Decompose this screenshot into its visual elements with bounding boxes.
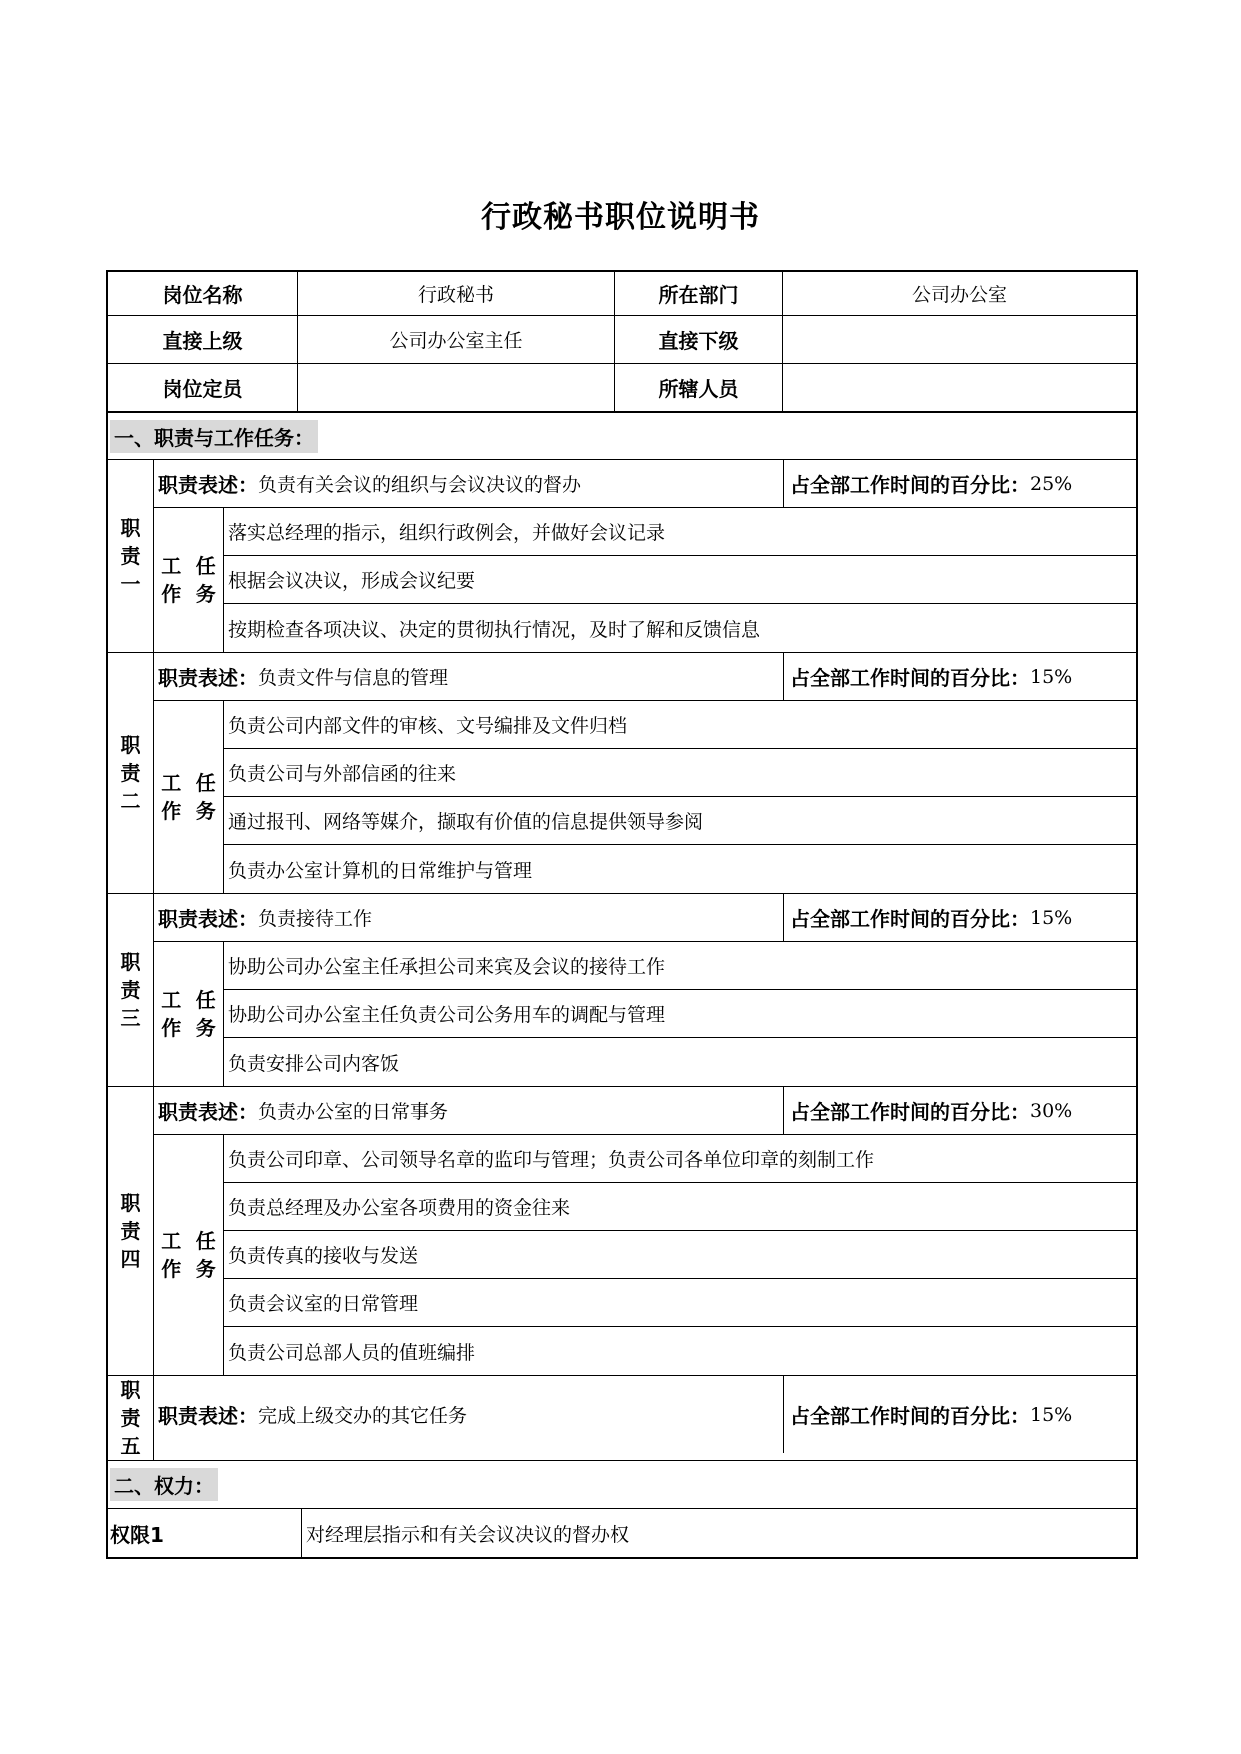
position-name-label: 岗位名称 — [108, 272, 298, 315]
duty-description — [154, 894, 784, 941]
staff-value — [783, 364, 1136, 411]
duty-label-char: 二 — [120, 789, 141, 813]
staff-label: 所辖人员 — [615, 364, 783, 411]
section-authority-title: 二、权力： — [110, 1468, 218, 1501]
authority-label: 权限1 — [108, 1509, 302, 1557]
percentage-value: 15% — [1030, 906, 1073, 929]
department-label: 所在部门 — [615, 272, 783, 315]
department-value: 公司办公室 — [911, 284, 1007, 306]
authority-container — [108, 1509, 1136, 1557]
duty-label-char: 职 — [120, 1378, 141, 1402]
duty-label-char: 责 — [120, 1219, 141, 1243]
duty-label — [108, 894, 154, 1086]
task-item: 负责传真的接收与发送 — [224, 1231, 1136, 1279]
time-percentage — [784, 1087, 1136, 1134]
task-label-line: 任务 — [195, 988, 216, 1040]
task-label — [154, 701, 224, 893]
duty-description — [154, 1087, 784, 1134]
task-item: 负责公司内部文件的审核、文号编排及文件归档 — [224, 701, 1136, 749]
time-percentage — [784, 460, 1136, 507]
info-row — [108, 364, 1136, 412]
task-area — [154, 1135, 1136, 1375]
percentage-value: 30% — [1030, 1099, 1073, 1122]
superior-label: 直接上级 — [108, 316, 298, 363]
task-label — [154, 942, 224, 1086]
duty-description-row — [154, 460, 1136, 508]
task-item: 负责办公室计算机的日常维护与管理 — [228, 859, 533, 882]
duty-label-char: 责 — [120, 978, 141, 1002]
duty-description — [154, 653, 784, 700]
time-percentage — [784, 894, 1136, 941]
section-authority-header — [108, 1461, 1136, 1509]
duty-label-char: 三 — [120, 1006, 141, 1030]
task-label-line: 工作 — [161, 988, 182, 1040]
duty-label-char: 职 — [120, 950, 141, 974]
duty-label-char: 职 — [120, 733, 141, 757]
percentage-label: 占全部工作时间的百分比： — [790, 1100, 1030, 1124]
duty-label-char: 责 — [120, 1406, 141, 1430]
duty-label — [108, 653, 154, 893]
description-text: 负责文件与信息的管理 — [258, 667, 449, 689]
duty-block — [108, 460, 1136, 653]
duty-block — [108, 894, 1136, 1087]
task-label-line: 任务 — [195, 771, 216, 823]
info-row — [108, 316, 1136, 364]
section-duties-header — [108, 412, 1136, 460]
duty-label-char: 一 — [120, 572, 141, 596]
section-duties-title: 一、职责与工作任务： — [110, 420, 318, 453]
task-label — [154, 508, 224, 652]
duty-description-row — [154, 653, 1136, 701]
task-item: 按期检查各项决议、决定的贯彻执行情况，及时了解和反馈信息 — [228, 618, 761, 641]
task-area — [154, 508, 1136, 652]
percentage-value: 15% — [1030, 1403, 1073, 1426]
description-label: 职责表述： — [158, 1100, 258, 1124]
percentage-label: 占全部工作时间的百分比： — [790, 666, 1030, 690]
task-item: 负责公司总部人员的值班编排 — [228, 1341, 476, 1364]
percentage-label: 占全部工作时间的百分比： — [790, 473, 1030, 497]
duty-block — [108, 1376, 1136, 1461]
duty-label-char: 职 — [120, 516, 141, 540]
headcount-label: 岗位定员 — [108, 364, 298, 411]
task-item: 负责公司与外部信函的往来 — [224, 749, 1136, 797]
subordinate-label: 直接下级 — [615, 316, 783, 363]
duty-block — [108, 1087, 1136, 1376]
task-item: 协助公司办公室主任承担公司来宾及会议的接待工作 — [224, 942, 1136, 990]
authority-row — [108, 1509, 1136, 1557]
task-label-line: 任务 — [195, 1229, 216, 1281]
task-item: 负责安排公司内客饭 — [228, 1052, 400, 1075]
headcount-value — [298, 364, 615, 411]
percentage-value: 25% — [1030, 472, 1073, 495]
duty-label-char: 五 — [120, 1434, 141, 1458]
duty-description — [154, 1376, 784, 1453]
description-text: 负责有关会议的组织与会议决议的督办 — [258, 474, 582, 496]
duty-description — [154, 460, 784, 507]
task-item: 通过报刊、网络等媒介，撷取有价值的信息提供领导参阅 — [224, 797, 1136, 845]
task-area — [154, 942, 1136, 1086]
duty-label-char: 责 — [120, 761, 141, 785]
duty-label-char: 四 — [120, 1247, 141, 1271]
duty-label — [108, 1376, 154, 1460]
description-text: 负责办公室的日常事务 — [258, 1101, 449, 1123]
position-name-value: 行政秘书 — [298, 272, 615, 315]
task-label — [154, 1135, 224, 1375]
task-item: 负责会议室的日常管理 — [224, 1279, 1136, 1327]
time-percentage — [784, 653, 1136, 700]
task-label-line: 工作 — [161, 554, 182, 606]
description-label: 职责表述： — [158, 666, 258, 690]
duty-description-row — [154, 894, 1136, 942]
task-item: 负责公司印章、公司领导名章的监印与管理；负责公司各单位印章的刻制工作 — [224, 1135, 1136, 1183]
description-label: 职责表述： — [158, 1404, 258, 1428]
description-text: 负责接待工作 — [258, 908, 373, 930]
task-label-line: 任务 — [195, 554, 216, 606]
percentage-label: 占全部工作时间的百分比： — [790, 1404, 1030, 1428]
superior-value: 公司办公室主任 — [298, 316, 615, 363]
info-row — [108, 272, 1136, 316]
duty-description-row — [154, 1087, 1136, 1135]
task-label-line: 工作 — [161, 771, 182, 823]
duty-label-char: 责 — [120, 544, 141, 568]
percentage-value: 15% — [1030, 665, 1073, 688]
duty-label — [108, 460, 154, 652]
authority-value: 对经理层指示和有关会议决议的督办权 — [306, 1523, 630, 1546]
description-text: 完成上级交办的其它任务 — [258, 1405, 468, 1427]
duty-label — [108, 1087, 154, 1375]
duty-label-char: 职 — [120, 1191, 141, 1215]
subordinate-value — [783, 316, 1136, 363]
task-item: 负责总经理及办公室各项费用的资金往来 — [224, 1183, 1136, 1231]
description-label: 职责表述： — [158, 907, 258, 931]
job-description-table — [106, 270, 1138, 1559]
task-label-line: 工作 — [161, 1229, 182, 1281]
page-title: 行政秘书职位说明书 — [481, 200, 760, 235]
duty-description-row — [154, 1376, 1136, 1453]
time-percentage — [784, 1376, 1136, 1453]
description-label: 职责表述： — [158, 473, 258, 497]
duties-container — [108, 460, 1136, 1461]
task-area — [154, 701, 1136, 893]
duty-block — [108, 653, 1136, 894]
task-item: 落实总经理的指示，组织行政例会，并做好会议记录 — [224, 508, 1136, 556]
percentage-label: 占全部工作时间的百分比： — [790, 907, 1030, 931]
task-item: 协助公司办公室主任负责公司公务用车的调配与管理 — [224, 990, 1136, 1038]
task-item: 根据会议决议，形成会议纪要 — [224, 556, 1136, 604]
